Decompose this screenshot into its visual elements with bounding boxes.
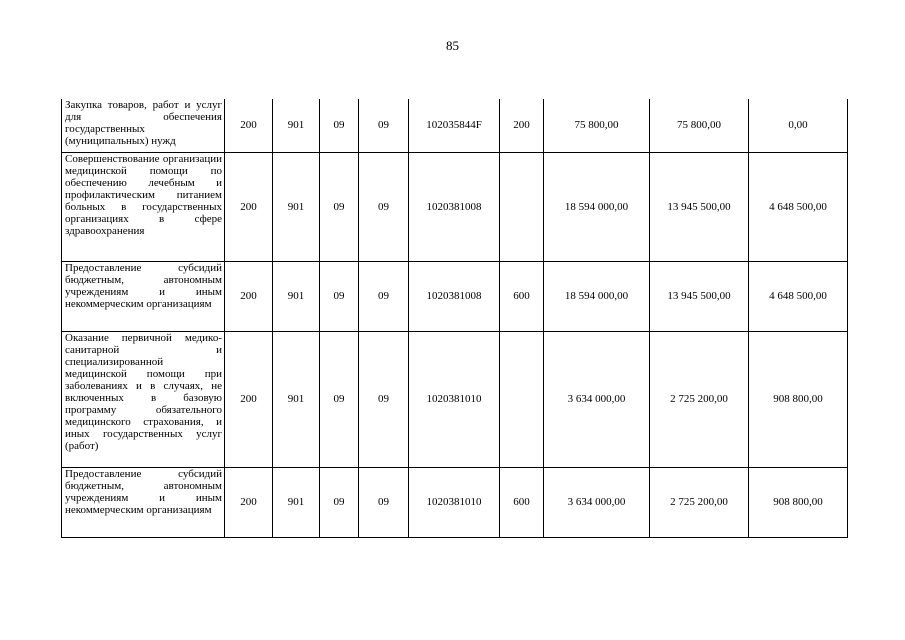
section-cell: 09 [320, 99, 359, 152]
subsection-cell: 09 [359, 99, 409, 152]
col-2-cell: 901 [273, 152, 320, 261]
table-row [62, 467, 848, 537]
table-row [62, 261, 848, 331]
sum-3-cell: 4 648 500,00 [749, 261, 848, 331]
col-1-cell: 200 [225, 99, 273, 152]
expense-type-cell [500, 152, 544, 261]
subsection-cell: 09 [359, 152, 409, 261]
col-2-cell: 901 [273, 261, 320, 331]
subsection-cell: 09 [359, 331, 409, 467]
sum-3-cell: 4 648 500,00 [749, 152, 848, 261]
sum-1-cell: 18 594 000,00 [544, 261, 650, 331]
table-row [62, 99, 848, 152]
sum-2-cell: 13 945 500,00 [650, 152, 749, 261]
col-2-cell: 901 [273, 99, 320, 152]
col-1-cell: 200 [225, 261, 273, 331]
sum-1-cell: 3 634 000,00 [544, 467, 650, 537]
sum-1-cell: 75 800,00 [544, 99, 650, 152]
expense-type-cell [500, 331, 544, 467]
expense-type-cell: 200 [500, 99, 544, 152]
section-cell: 09 [320, 261, 359, 331]
sum-2-cell: 75 800,00 [650, 99, 749, 152]
section-cell: 09 [320, 467, 359, 537]
col-1-cell: 200 [225, 152, 273, 261]
section-cell: 09 [320, 331, 359, 467]
table-row [62, 331, 848, 467]
expense-type-cell: 600 [500, 261, 544, 331]
col-2-cell: 901 [273, 331, 320, 467]
target-code-cell: 1020381008 [409, 261, 500, 331]
sum-2-cell: 2 725 200,00 [650, 331, 749, 467]
table-row [62, 152, 848, 261]
row-name-cell: Оказание первичной медико-санитарной и специализированной медицинской помощи при заболеваниях и в случаях, не включенных в базовую программу обязательного медицинского страхования, и иных государственных услуг (работ) [62, 331, 225, 467]
budget-table [61, 99, 848, 538]
sum-3-cell: 908 800,00 [749, 331, 848, 467]
sum-2-cell: 2 725 200,00 [650, 467, 749, 537]
target-code-cell: 1020381010 [409, 467, 500, 537]
target-code-cell: 1020381010 [409, 331, 500, 467]
target-code-cell: 102035844F [409, 99, 500, 152]
col-2-cell: 901 [273, 467, 320, 537]
sum-1-cell: 18 594 000,00 [544, 152, 650, 261]
expense-type-cell: 600 [500, 467, 544, 537]
sum-2-cell: 13 945 500,00 [650, 261, 749, 331]
subsection-cell: 09 [359, 261, 409, 331]
col-1-cell: 200 [225, 467, 273, 537]
page-number: 85 [446, 38, 459, 53]
target-code-cell: 1020381008 [409, 152, 500, 261]
sum-1-cell: 3 634 000,00 [544, 331, 650, 467]
row-name-cell: Предоставление субсидий бюджетным, автономным учреждениям и иным некоммерческим организациям [62, 261, 225, 331]
row-name-cell: Предоставление субсидий бюджетным, автономным учреждениям и иным некоммерческим организациям [62, 467, 225, 537]
section-cell: 09 [320, 152, 359, 261]
subsection-cell: 09 [359, 467, 409, 537]
row-name-cell: Совершенствование организации медицинской помощи по обеспечению лечебным и профилактическим питанием больных в государственных организациях в сфере здравоохранения [62, 152, 225, 261]
sum-3-cell: 0,00 [749, 99, 848, 152]
col-1-cell: 200 [225, 331, 273, 467]
sum-3-cell: 908 800,00 [749, 467, 848, 537]
row-name-cell: Закупка товаров, работ и услуг для обеспечения государственных (муниципальных) нужд [62, 99, 225, 152]
